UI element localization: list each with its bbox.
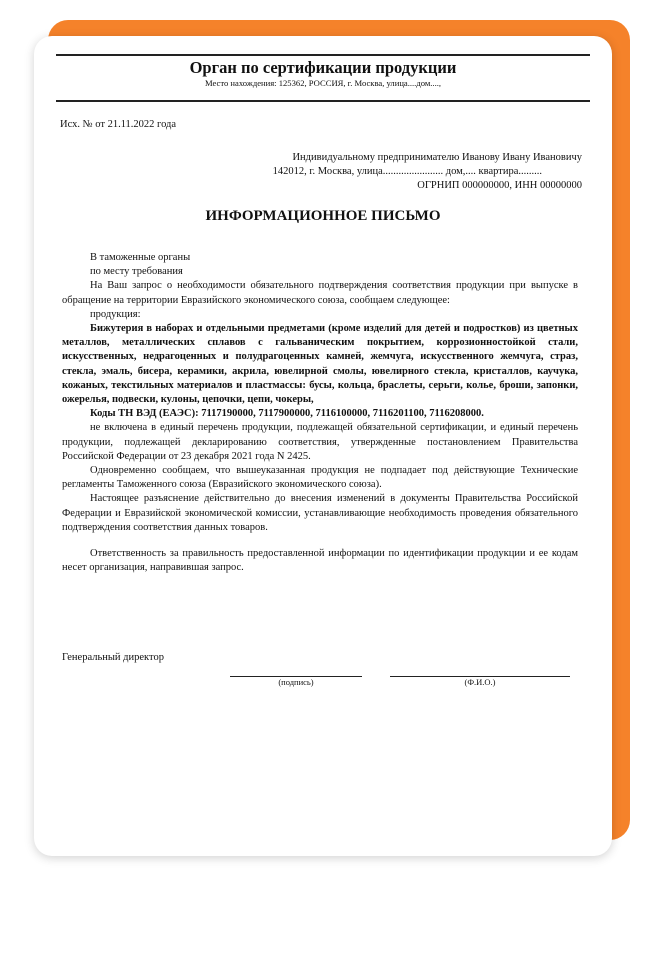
regulations-paragraph: Одновременно сообщаем, что вышеуказанная продукция не подпадает под действующие Технические регламенты Таможенного союза (Евразийского экономического союза). bbox=[62, 465, 578, 491]
product-description-text: Бижутерия в наборах и отдельными предметами (кроме изделий для детей и подростков) из цветных металлов, металлических сплавов с гальваническим покрытием, коррозионностойкой стали, искусственных, недрагоценных и полудрагоценных камней, жемчуга, искусственного жемчуга, страз, стекла, эмаль, бисера, керамики, акрила, ювелирной смолы, ювелирного стекла, кристаллов, каучука, кожаных, текстильных материалов и пластмассы: бусы, кольца, браслеты, серьги, колье, броши, запонки, ожерелья, подвески, кулоны, цепочки, цепи, чокеры, bbox=[62, 323, 578, 406]
validity-paragraph: Настоящее разъяснение действительно до внесения изменений в документы Правительства Российской Федерации и Евразийской экономической комиссии, устанавливающие необходимость проведения обязательного подтверждения соответствия данных товаров. bbox=[62, 493, 578, 533]
letter-page bbox=[34, 36, 612, 856]
not-included-paragraph: не включена в единый перечень продукции, подлежащей обязательной сертификации, и единый перечень продукции, подлежащей декларированию соответствия, утвержденные постановлением Правительства Российской Федерации от 23 декабря 2021 года N 2425. bbox=[62, 422, 578, 462]
tn-ved-codes bbox=[62, 407, 578, 421]
recipient-line-2: по месту требования bbox=[90, 266, 183, 278]
organization-name: Орган по сертификации продукции bbox=[189, 58, 457, 77]
product-description bbox=[62, 322, 578, 407]
signature-caption: (подпись) bbox=[278, 677, 314, 687]
signatory-position: Генеральный директор bbox=[62, 652, 164, 663]
letter-body bbox=[62, 251, 578, 575]
responsibility-paragraph: Ответственность за правильность предоставленной информации по идентификации продукции и ее кодам несет организация, направившая запрос. bbox=[62, 548, 578, 574]
header-top-rule bbox=[56, 54, 590, 56]
tn-ved-codes-text: Коды ТН ВЭД (ЕАЭС): 7117190000, 7117900000, 7116100000, 7116201100, 7116208000. bbox=[90, 408, 484, 420]
addressee-address: 142012, г. Москва, улица....................... дом,.... квартира......... bbox=[272, 166, 542, 177]
document-title: ИНФОРМАЦИОННОЕ ПИСЬМО bbox=[205, 208, 441, 224]
outgoing-reference: Исх. № от 21.11.2022 года bbox=[60, 119, 177, 130]
intro-paragraph: На Ваш запрос о необходимости обязательного подтверждения соответствия продукции при выпуске в обращение на территории Евразийского экономического союза, сообщаем следующее: bbox=[62, 280, 578, 306]
header-bottom-rule bbox=[56, 100, 590, 102]
addressee-name: Индивидуальному предпринимателю Иванову Ивану Ивановичу bbox=[292, 152, 582, 163]
addressee-registration: ОГРНИП 000000000, ИНН 00000000 bbox=[417, 180, 582, 191]
full-name-caption: (Ф.И.О.) bbox=[464, 677, 496, 687]
addressee-block bbox=[182, 151, 582, 193]
product-label: продукция: bbox=[90, 308, 141, 320]
organization-address: Место нахождения: 125362, РОССИЯ, г. Москва, улица....дом...., bbox=[204, 78, 442, 88]
recipient-line-1: В таможенные органы bbox=[90, 252, 191, 263]
